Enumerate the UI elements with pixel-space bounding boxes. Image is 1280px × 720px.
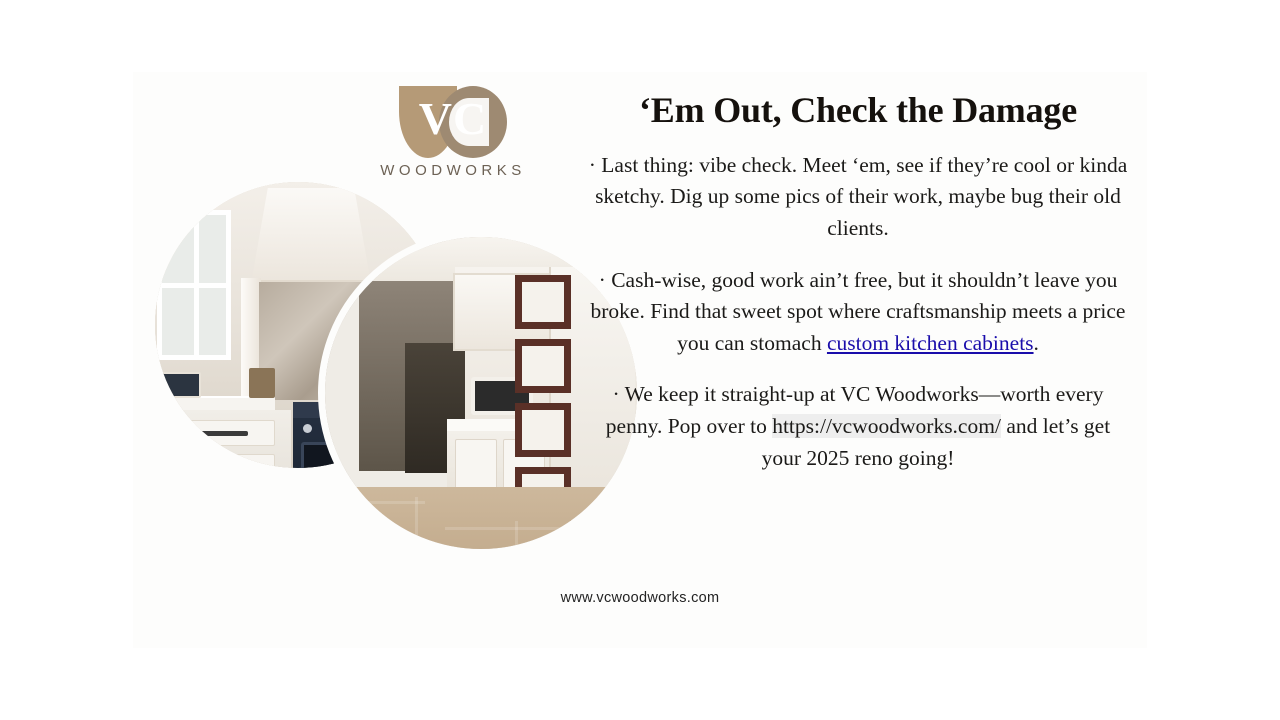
floor-grout-line: [335, 501, 425, 504]
countertop: [155, 396, 275, 410]
drawer-pull: [196, 465, 248, 468]
picture-frame: [515, 403, 571, 457]
floor-grout-line: [415, 497, 418, 556]
brand-logo: [318, 84, 588, 184]
utensil-crock: [249, 368, 275, 398]
hallway-opening: [359, 281, 455, 471]
knob-icon: [303, 424, 312, 433]
window-icon: [157, 210, 231, 360]
base-cabinets: [155, 410, 291, 468]
text-column: [585, 90, 1131, 474]
tablet-device: [161, 372, 201, 398]
floor-grout-line: [515, 521, 518, 556]
website-url-highlight[interactable]: https://vcwoodworks.com/: [772, 413, 1001, 438]
custom-kitchen-cabinets-link[interactable]: custom kitchen cabinets: [826, 330, 1034, 355]
paragraph-closing: [585, 379, 1131, 474]
drawer-pull: [196, 431, 248, 436]
paragraph-vibe-check: · Last thing: vibe check. Meet ‘em, see if they’re cool or kinda sketchy. Dig up some pics of their work, maybe bug their old clients.: [588, 152, 1128, 240]
slide-canvas: [133, 72, 1147, 648]
paragraph-closing-text-before: · We keep it straight-up at VC Woodworks—worth every penny. Pop over to: [605, 382, 1104, 438]
paragraph-pricing: [585, 265, 1131, 360]
logo-wordmark: WOODWORKS: [380, 162, 526, 179]
paragraph-closing-text-after: and let’s get your 2025 reno going!: [761, 413, 1111, 470]
travertine-floor: [325, 487, 637, 556]
picture-frame: [515, 339, 571, 393]
logo-monogram: VC: [418, 93, 488, 144]
logo-mark-icon: [383, 84, 523, 160]
drawer: [169, 420, 275, 446]
page-title: ‘Em Out, Check the Damage: [639, 90, 1077, 130]
paragraph-pricing-text-after: .: [1033, 330, 1039, 355]
picture-frame: [515, 275, 571, 329]
body-copy: [585, 150, 1131, 474]
footer-url: www.vcwoodworks.com: [560, 590, 720, 606]
paragraph-pricing-text-before: · Cash-wise, good work ain’t free, but it shouldn’t leave you broke. Find that sweet spot where craftsmanship meets a price you can stomach: [590, 267, 1126, 355]
drawer: [169, 454, 275, 468]
